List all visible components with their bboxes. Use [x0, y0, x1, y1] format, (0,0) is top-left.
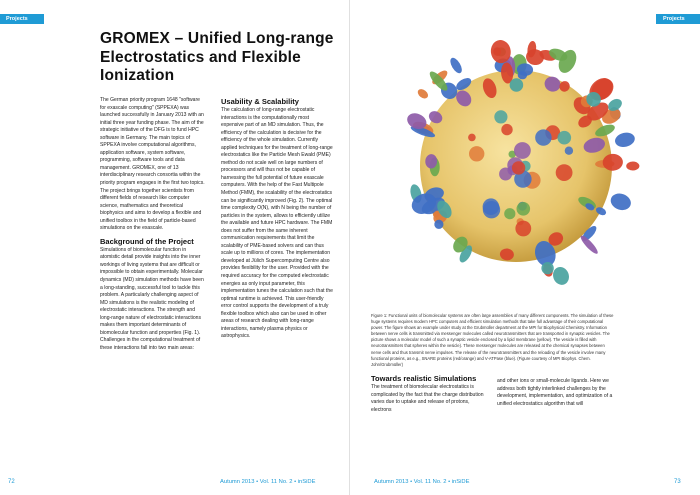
column-3 [371, 374, 489, 414]
background-heading: Background of the Project [100, 236, 194, 246]
usability-paragraph: The calculation of long-range electrostatic interactions is the computationally most expensive part of an MD simulation. Thus, the efficiency of the calculation is decisive for the efficiency of the whole simulation. Currently applied techniques for the treatment of long-range electrostatics like the Particle Mesh Ewald (PME) method do not scale well on large numbers of processors and will thus not be capable of harnessing the full potential of future exascale computers. With the help of the Fast Multipole Method (FMM), the scalability of the electrostatics can be significantly improved (Fig. 2). The optimal time complexity O(N), with N being the number of particles in the system, allows to efficiently utilize the available and future HPC hardware. The FMM does not suffer from the same inherent communication requirements that limit the scalability of PME-based solvers and can thus scale up to millions of cores. The implementation developed at Jülich Supercomputing Centre also provides flexibility for the user. Provided with the required accuracy for the computed electrostatic energies as only input parameter, this implementation tunes the calculation such that the optimal runtime is achieved. This user-friendly error control supports the development of a truly flexible toolbox which also can be used in other areas of research dealing with long-range interactions, namely plasma physics or astrophysics. [221, 107, 333, 340]
realistic-heading: Towards realistic Simulations [371, 374, 477, 383]
issue-line-right: Autumn 2013 • Vol. 11 No. 2 • inSiDE [374, 479, 470, 485]
protein-blob [608, 191, 633, 213]
protein-blob [448, 56, 464, 75]
page-number-right: 73 [674, 479, 681, 485]
protein-blob [514, 142, 531, 159]
protein-blob [468, 134, 476, 142]
protein-blob [626, 162, 639, 171]
protein-blob [494, 110, 507, 123]
section-tab-left: Projects [0, 14, 44, 24]
protein-blob [556, 164, 573, 181]
protein-blob [469, 146, 484, 161]
usability-heading: Usability & Scalability [221, 97, 299, 106]
protein-blob [510, 78, 524, 91]
protein-blob [501, 124, 512, 135]
intro-paragraph: The German priority program 1648 "software for exascale computing" (SPPEXA) was launched successfully in January 2013 with an initial three year funding phase. The aim of the strategic initiative of the DFG is to fund HPC software in Germany. The main topics of SPPEXA involve computational algorithms, application software, system software, programming, software tools and data management. GROMEX, one of 13 interdisciplinary research consortia within the priority program engages in the first two topics. The project brings together scientists from different fields of research like computer science, mathematics and theoretical biophysics and aims to develop a flexible and unified toolbox in the field of particle-based simulations on the exascale. [100, 97, 205, 232]
column-4 [497, 378, 615, 408]
protein-blob [515, 221, 531, 237]
realistic-paragraph: The treatment of biomolecular electrostatics is complicated by the fact that the charge distribution varies due to uptake and release of protons, electrons [371, 384, 484, 413]
column-2 [221, 97, 333, 341]
protein-blob [517, 202, 531, 216]
protein-blob [614, 131, 637, 149]
protein-blob [558, 131, 572, 145]
protein-blob [535, 129, 551, 145]
protein-blob [504, 208, 515, 219]
column-1 [100, 97, 206, 353]
protein-blob [565, 147, 573, 155]
article-title: GROMEX – Unified Long-range Electrostatics and Flexible Ionization [100, 30, 334, 84]
background-paragraph: Simulations of biomolecular function in atomistic detail provide insights into the inner workings of living systems that are difficult or impossible to obtain experimentally. Molecular dynamics (MD) simulation methods have been a long-standing, successful tool to tackle this problem. A particularly challenging aspect of MD simulations is the realistic modeling of electrostatic interactions. The strength and long-range nature of electrostatic interactions makes them important determinants of biomolecular function and properties (Fig. 1). Challenges in the computational treatment of these interactions fall into two main areas: [100, 246, 204, 351]
figure-caption: Figure 1: Functional units of biomolecular systems are often large assemblies of many different components. The simulation of these huge systems requires modern HPC computers and efficient simulation methods that take full advantage of their computational power. The figure shows an example under study at the Grubmüller department at the MPI for Biophysical Chemistry. Information between nerve cells is transmitted via messenger molecules called neurotransmitters that are transported in synaptic vesicles. The picture shows a molecular model of such a synaptic vesicle enclosed by a lipid membrane (yellow). The vesicle is filled with neurotransmitters that spheres within the vesicle). These messenger molecules are released at the chemical synapses between nerve cells and thus transmit nerve impulses. The release of the neurotransmitters and the reloading of the vesicle involve many functional proteins, as e.g., SNARE proteins (red/orange) and V-ATPase (blue). (Figure courtesy of MPI Biophys. Chem. John/Grubmüller) [371, 313, 614, 367]
synaptic-vesicle-figure [368, 24, 668, 312]
protein-blob [416, 87, 430, 100]
protein-blob [483, 201, 500, 218]
issue-line-left: Autumn 2013 • Vol. 11 No. 2 • inSiDE [220, 479, 316, 485]
protein-blob [512, 161, 525, 174]
page-number-left: 72 [8, 479, 15, 485]
section-tab-right: Projects [656, 14, 700, 24]
continuation-paragraph: and other ions or small-molecule ligands. Here we address both tightly interlinked challenges by the development, implementation, and optimization of a unified electrostatics algorithm that will [497, 378, 613, 407]
